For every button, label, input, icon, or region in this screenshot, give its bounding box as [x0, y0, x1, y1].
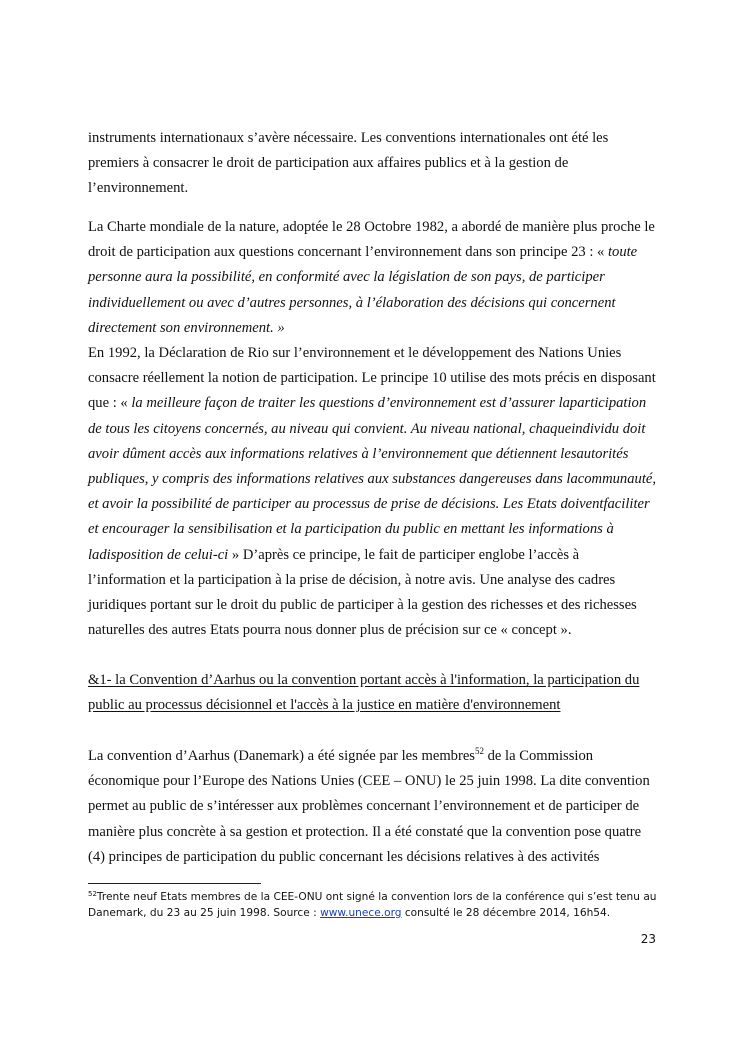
- charter-quote: toute personne aura la possibilité, en conformité avec la législation de son pays, de participer individuellement ou avec d’autres personnes, à l’élaboration des décisions qui concernent directement son environnement. »: [88, 244, 638, 336]
- paragraph-2: [88, 215, 660, 341]
- rio-quote: la meilleure façon de traiter les questions d’environnement est d’assurer laparticipation de tous les citoyens concernés, au niveau qui convient. Au niveau national, chaqueindividu doit avoir dûment accès aux informations relatives à l’environnement que détiennent lesautorités publiques, y compris des informations relatives aux substances dangereuses dans lacommunauté, et avoir la possibilité de participer au processus de prise de décisions. Les Etats doiventfaciliter et encourager la sensibilisation et la participation du public en mettant les informations à ladisposition de celui-ci: [88, 395, 657, 563]
- footnote-number: 52: [88, 890, 97, 898]
- paragraph-intro: [88, 126, 660, 202]
- section-heading-block: [88, 668, 660, 718]
- footnote-reference[interactable]: 52: [474, 746, 484, 756]
- footnote-text-before: Trente neuf Etats membres de la CEE-ONU ont signé la convention lors de la conférence qui s’est tenu au Danemark, du 23 au 25 juin 1998. Source :: [88, 891, 657, 919]
- paragraph-charter-block: [88, 215, 660, 643]
- paragraph-aarhus-block: [88, 744, 660, 870]
- paragraph-3-intro: En 1992, la Déclaration de Rio sur l’environnement et le développement des Nations Unies consacre réellement la notion de participation. Le principe 10 utilise des mots précis en disposant que : «: [88, 345, 656, 412]
- section-heading: &1- la Convention d’Aarhus ou la convention portant accès à l'information, la participation du public au processus décisionnel et l'accès à la justice en matière d'environnement: [88, 672, 640, 714]
- paragraph-3-rest: » D’après ce principe, le fait de participer englobe l’accès à l’information et la participation à la prise de décision, à notre avis. Une analyse des cadres juridiques portant sur le droit du public de participer à la gestion des richesses et des richesses naturelles des autres Etats pourra nous donner plus de précision sur ce « concept ».: [88, 546, 637, 639]
- page-number: 23: [640, 932, 656, 946]
- paragraph-3: [88, 341, 660, 643]
- footnote-text-after: consulté le 28 décembre 2014, 16h54.: [401, 907, 611, 919]
- paragraph-4-after: de la Commission économique pour l’Europe des Nations Unies (CEE – ONU) le 25 juin 1998. La dite convention permet au public de s’intéresser aux problèmes concernant l’environnement et de participer de manière plus concrète à sa gestion et protection. Il a été constaté que la convention pose quatre (4) principes de participation du public concernant les décisions relatives à des activités: [88, 748, 650, 865]
- paragraph-4: [88, 744, 660, 870]
- footnote: [88, 889, 660, 921]
- paragraph-1: instruments internationaux s’avère nécessaire. Les conventions internationales ont été les premiers à consacrer le droit de participation aux affaires publics et à la gestion de l’environnement.: [88, 130, 609, 197]
- footnote-separator: [88, 883, 261, 884]
- paragraph-2-intro: La Charte mondiale de la nature, adoptée le 28 Octobre 1982, a abordé de manière plus proche le droit de participation aux questions concernant l’environnement dans son principe 23 : «: [88, 219, 655, 261]
- footnote-link[interactable]: www.unece.org: [320, 907, 402, 919]
- paragraph-4-before: La convention d’Aarhus (Danemark) a été signée par les membres: [88, 748, 475, 764]
